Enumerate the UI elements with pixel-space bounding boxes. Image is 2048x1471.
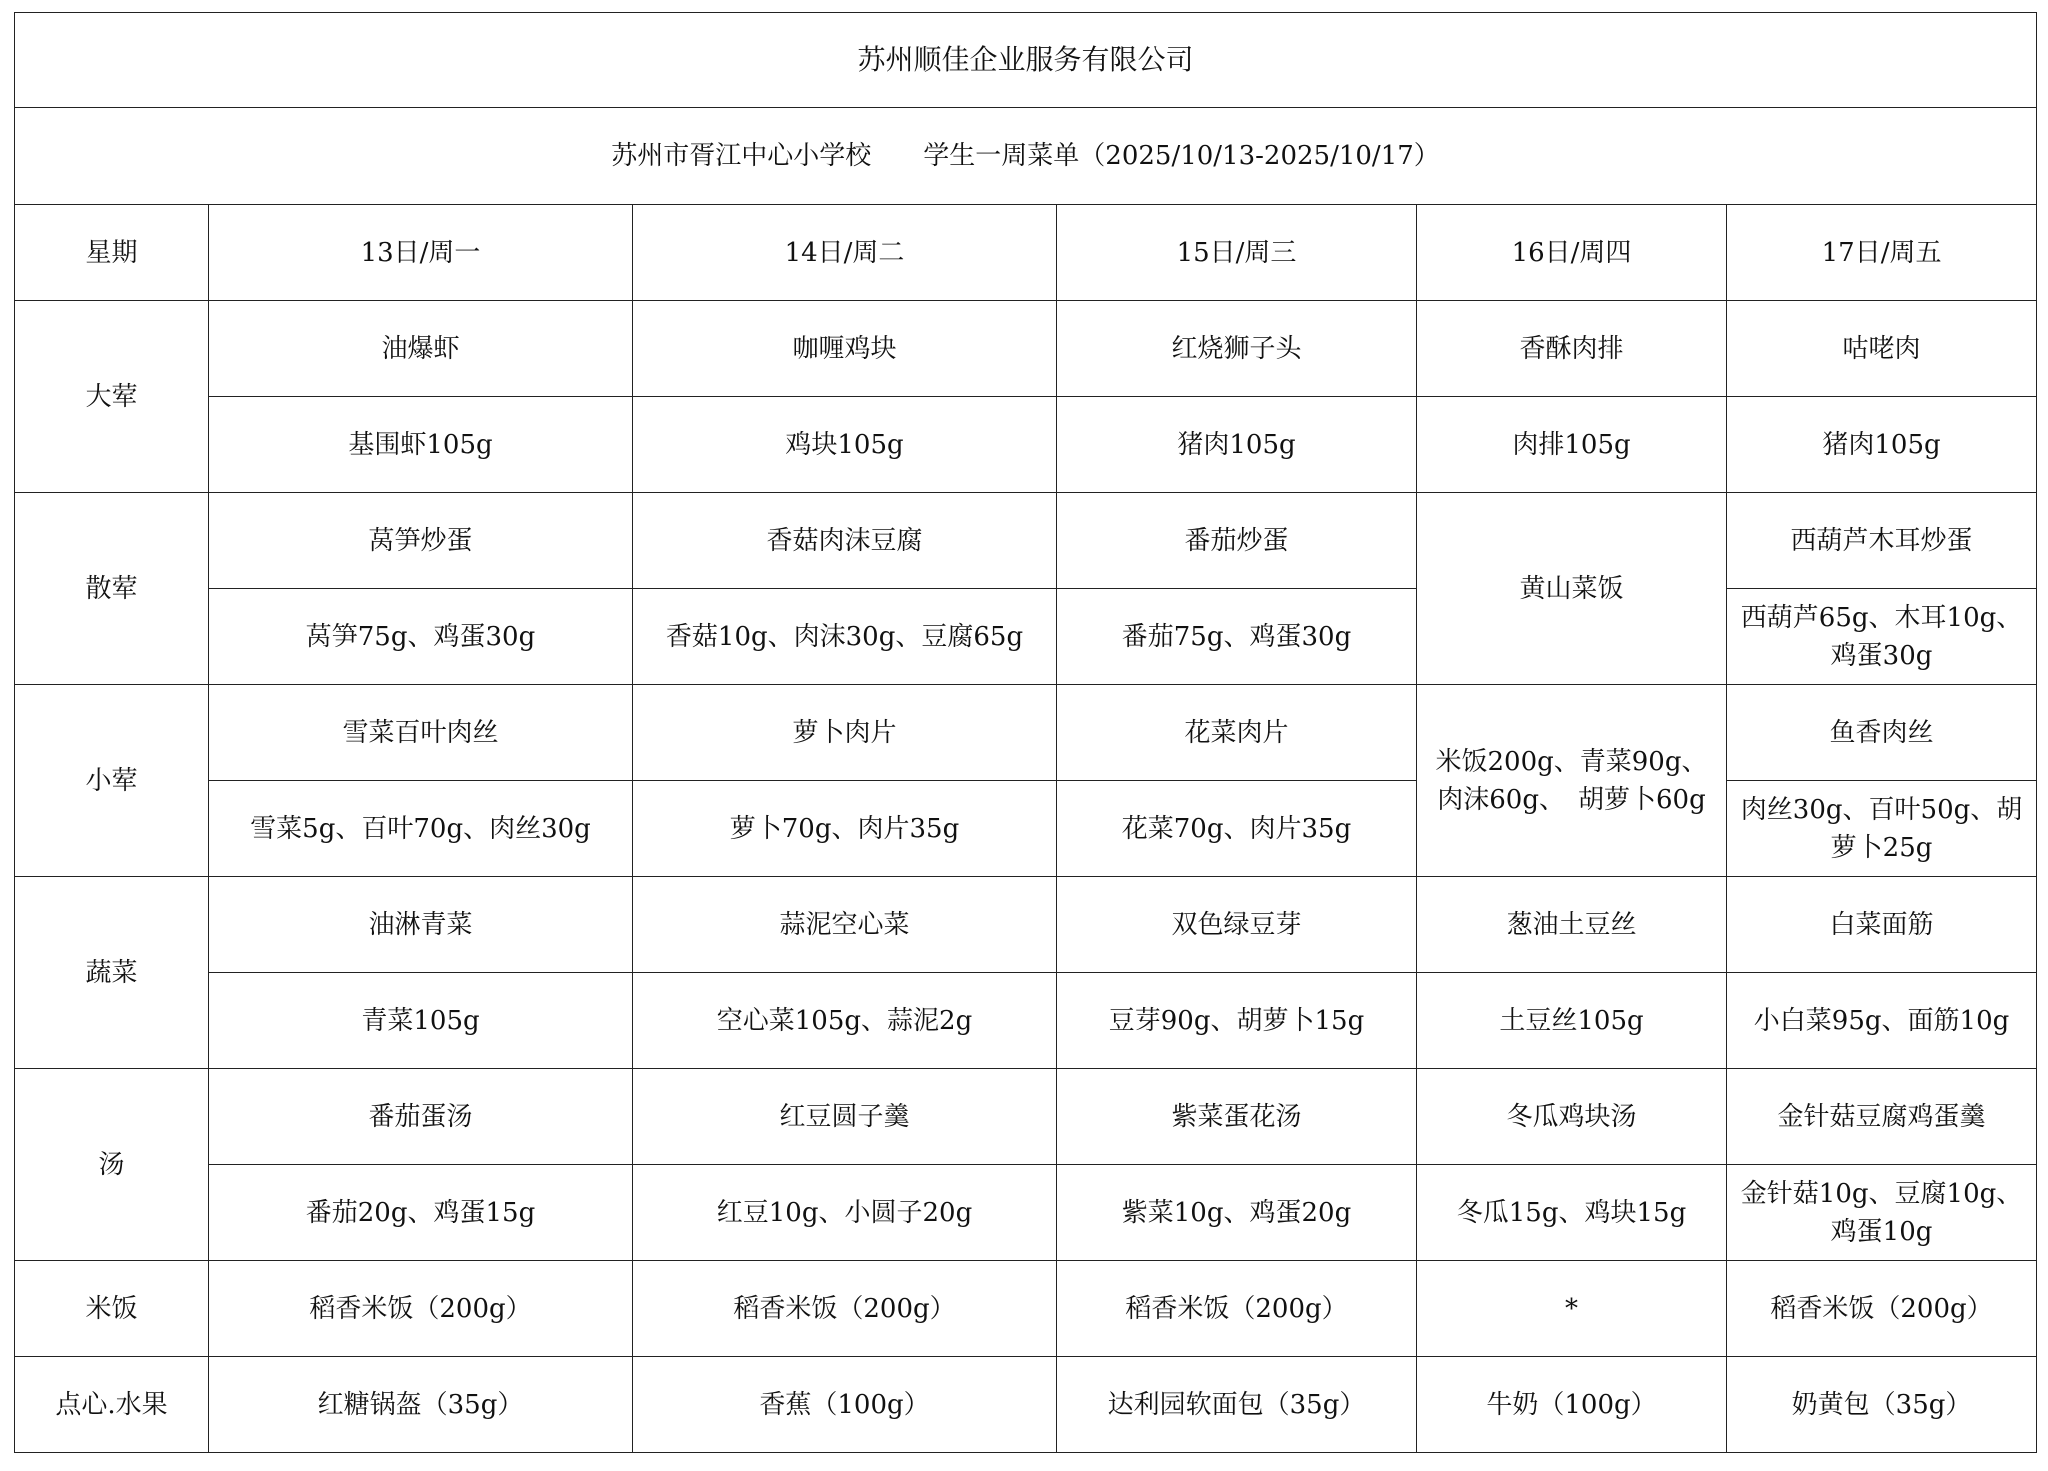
snack-thu: 牛奶（100g）: [1417, 1357, 1727, 1453]
thursday-rice-dish-ingredients: 米饭200g、青菜90g、肉沫60g、 胡萝卜60g: [1417, 685, 1727, 877]
category-rice: 米饭: [15, 1261, 209, 1357]
big-dish-ingredients-thu: 肉排105g: [1417, 397, 1727, 493]
weekly-menu-table: [14, 12, 2037, 1453]
category-snack-fruit: 点心.水果: [15, 1357, 209, 1453]
small-dish-name-fri: 鱼香肉丝: [1727, 685, 2037, 781]
soup-name-mon: 番茄蛋汤: [209, 1069, 633, 1165]
rice-wed: 稻香米饭（200g）: [1057, 1261, 1417, 1357]
vegetable-ingredients-fri: 小白菜95g、面筋10g: [1727, 973, 2037, 1069]
soup-ingredients-fri: 金针菇10g、豆腐10g、鸡蛋10g: [1727, 1165, 2037, 1261]
soup-name-thu: 冬瓜鸡块汤: [1417, 1069, 1727, 1165]
vegetable-ingredients-thu: 土豆丝105g: [1417, 973, 1727, 1069]
big-dish-ingredients-wed: 猪肉105g: [1057, 397, 1417, 493]
big-dish-ingredients-mon: 基围虾105g: [209, 397, 633, 493]
soup-ingredients-wed: 紫菜10g、鸡蛋20g: [1057, 1165, 1417, 1261]
small-dish-name-tue: 萝卜肉片: [633, 685, 1057, 781]
side-dish-name-mon: 莴笋炒蛋: [209, 493, 633, 589]
snack-fri: 奶黄包（35g）: [1727, 1357, 2037, 1453]
small-dish-name-mon: 雪菜百叶肉丝: [209, 685, 633, 781]
day-header-tue: 14日/周二: [633, 205, 1057, 301]
big-dish-name-tue: 咖喱鸡块: [633, 301, 1057, 397]
small-dish-name-wed: 花菜肉片: [1057, 685, 1417, 781]
side-dish-ingredients-fri: 西葫芦65g、木耳10g、鸡蛋30g: [1727, 589, 2037, 685]
rice-thu: *: [1417, 1261, 1727, 1357]
big-dish-name-mon: 油爆虾: [209, 301, 633, 397]
thursday-rice-dish-name: 黄山菜饭: [1417, 493, 1727, 685]
soup-name-tue: 红豆圆子羹: [633, 1069, 1057, 1165]
side-dish-name-wed: 番茄炒蛋: [1057, 493, 1417, 589]
vegetable-ingredients-tue: 空心菜105g、蒜泥2g: [633, 973, 1057, 1069]
rice-tue: 稻香米饭（200g）: [633, 1261, 1057, 1357]
category-big-dish: 大荤: [15, 301, 209, 493]
category-vegetable: 蔬菜: [15, 877, 209, 1069]
small-dish-ingredients-fri: 肉丝30g、百叶50g、胡萝卜25g: [1727, 781, 2037, 877]
vegetable-name-mon: 油淋青菜: [209, 877, 633, 973]
soup-ingredients-mon: 番茄20g、鸡蛋15g: [209, 1165, 633, 1261]
day-header-fri: 17日/周五: [1727, 205, 2037, 301]
big-dish-name-thu: 香酥肉排: [1417, 301, 1727, 397]
side-dish-name-tue: 香菇肉沫豆腐: [633, 493, 1057, 589]
side-dish-ingredients-tue: 香菇10g、肉沫30g、豆腐65g: [633, 589, 1057, 685]
side-dish-ingredients-mon: 莴笋75g、鸡蛋30g: [209, 589, 633, 685]
category-soup: 汤: [15, 1069, 209, 1261]
day-header-wed: 15日/周三: [1057, 205, 1417, 301]
weekday-header-label: 星期: [15, 205, 209, 301]
vegetable-name-wed: 双色绿豆芽: [1057, 877, 1417, 973]
small-dish-ingredients-mon: 雪菜5g、百叶70g、肉丝30g: [209, 781, 633, 877]
vegetable-name-thu: 葱油土豆丝: [1417, 877, 1727, 973]
snack-mon: 红糖锅盔（35g）: [209, 1357, 633, 1453]
big-dish-ingredients-fri: 猪肉105g: [1727, 397, 2037, 493]
menu-subtitle: 苏州市胥江中心小学校 学生一周菜单（2025/10/13-2025/10/17）: [15, 108, 2037, 205]
day-header-thu: 16日/周四: [1417, 205, 1727, 301]
soup-ingredients-tue: 红豆10g、小圆子20g: [633, 1165, 1057, 1261]
snack-tue: 香蕉（100g）: [633, 1357, 1057, 1453]
soup-name-fri: 金针菇豆腐鸡蛋羹: [1727, 1069, 2037, 1165]
category-side-dish: 散荤: [15, 493, 209, 685]
vegetable-name-fri: 白菜面筋: [1727, 877, 2037, 973]
vegetable-ingredients-mon: 青菜105g: [209, 973, 633, 1069]
day-header-mon: 13日/周一: [209, 205, 633, 301]
big-dish-name-wed: 红烧狮子头: [1057, 301, 1417, 397]
soup-name-wed: 紫菜蛋花汤: [1057, 1069, 1417, 1165]
rice-fri: 稻香米饭（200g）: [1727, 1261, 2037, 1357]
side-dish-name-fri: 西葫芦木耳炒蛋: [1727, 493, 2037, 589]
company-name: 苏州顺佳企业服务有限公司: [15, 13, 2037, 108]
vegetable-ingredients-wed: 豆芽90g、胡萝卜15g: [1057, 973, 1417, 1069]
rice-mon: 稻香米饭（200g）: [209, 1261, 633, 1357]
small-dish-ingredients-tue: 萝卜70g、肉片35g: [633, 781, 1057, 877]
big-dish-ingredients-tue: 鸡块105g: [633, 397, 1057, 493]
snack-wed: 达利园软面包（35g）: [1057, 1357, 1417, 1453]
soup-ingredients-thu: 冬瓜15g、鸡块15g: [1417, 1165, 1727, 1261]
vegetable-name-tue: 蒜泥空心菜: [633, 877, 1057, 973]
side-dish-ingredients-wed: 番茄75g、鸡蛋30g: [1057, 589, 1417, 685]
small-dish-ingredients-wed: 花菜70g、肉片35g: [1057, 781, 1417, 877]
category-small-dish: 小荤: [15, 685, 209, 877]
big-dish-name-fri: 咕咾肉: [1727, 301, 2037, 397]
